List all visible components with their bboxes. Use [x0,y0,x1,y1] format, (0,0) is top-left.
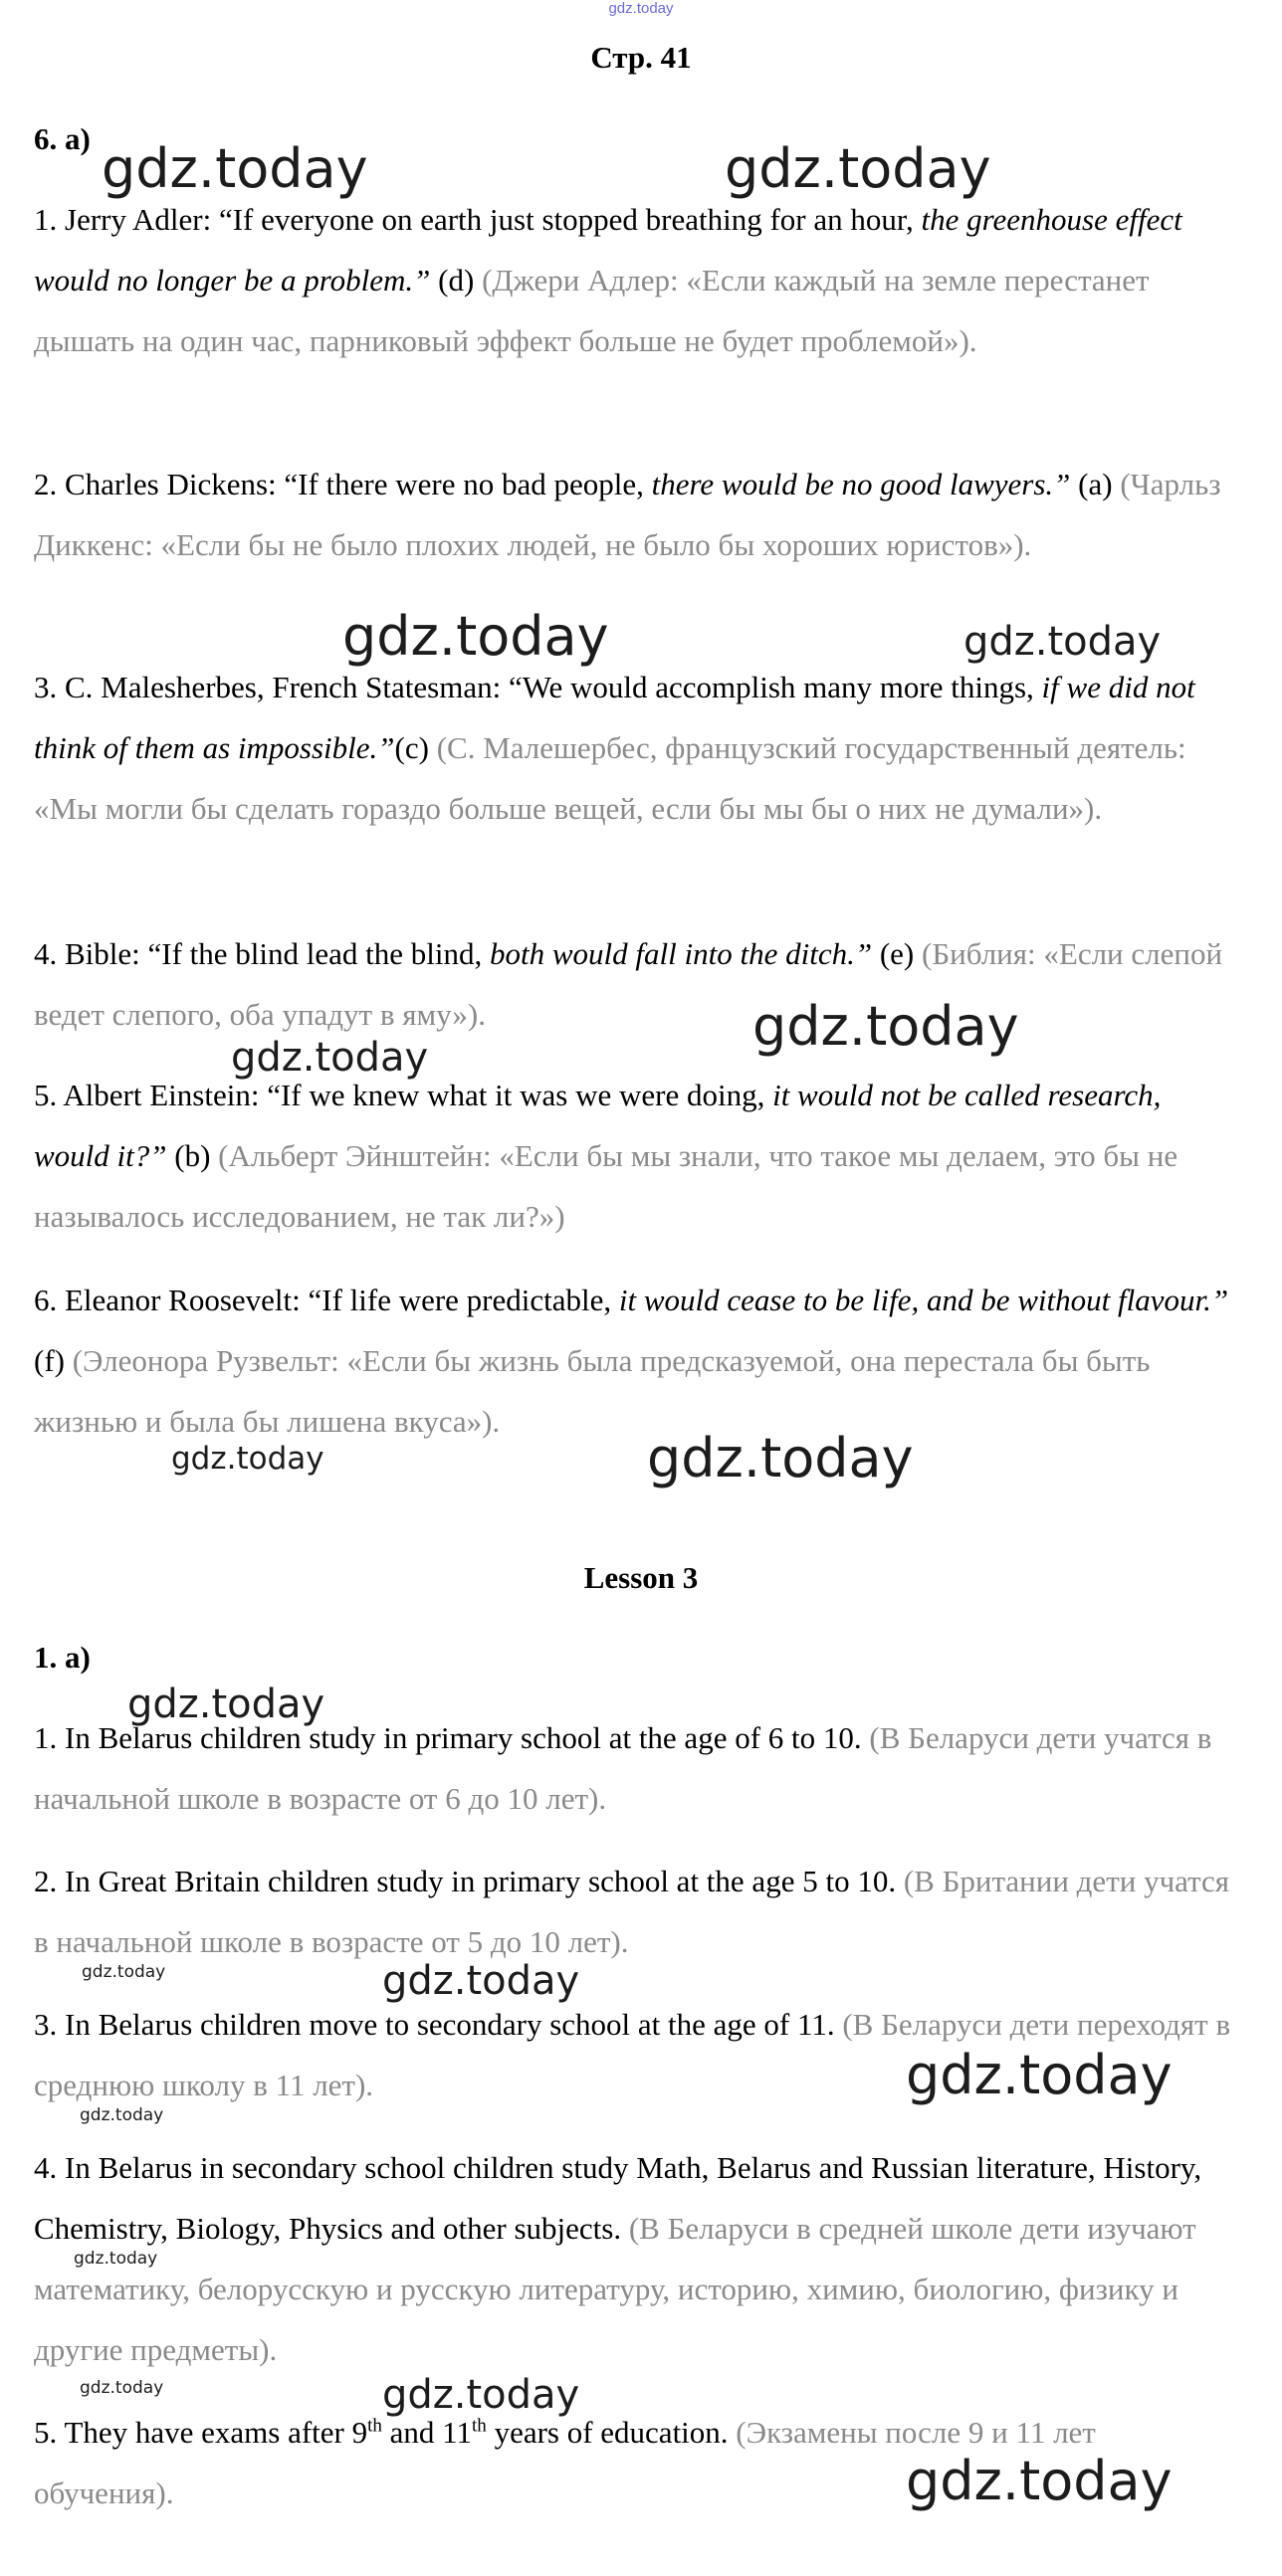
answer-item [34,1851,1243,1972]
watermark: gdz.today [342,605,609,668]
watermark: gdz.today [906,2044,1173,2106]
watermark: gdz.today [80,2378,164,2398]
answer-letter: (d) [430,263,483,297]
watermark: gdz.today [127,1682,325,1727]
translation-text: (В Британии дети учатся в начальной школе в возрасте от 5 до 10 лет). [34,1864,1230,1959]
english-text: 3. C. Malesherbes, French Statesman: “We would accomplish many more things, [34,670,1042,704]
english-text: years of education. [486,2415,737,2450]
watermark: gdz.today [171,1441,324,1477]
english-text: 2. Charles Dickens: “If there were no bad people, [34,467,652,501]
watermark: gdz.today [80,2105,164,2125]
english-text: 1. Jerry Adler: “If everyone on earth just stopped breathing for an hour, [34,202,922,237]
answer-letter: (f) [34,1343,73,1378]
answer-item [34,1994,1243,2115]
lesson-heading: Lesson 3 [583,1560,699,1595]
watermark: gdz.today [82,1962,166,1982]
translation-text: (В Беларуси дети переходят в среднюю школу в 11 лет). [34,2007,1231,2102]
answer-letter: (e) [872,936,922,971]
english-text: 6. Eleanor Roosevelt: “If life were predictable, [34,1283,619,1317]
answer-item [34,1707,1243,1829]
watermark: gdz.today [74,2249,158,2269]
top-watermark: gdz.today [608,0,674,17]
watermark: gdz.today [382,1958,580,2004]
answer-item [34,189,1243,371]
watermark: gdz.today [752,995,1019,1058]
answer-item [34,923,1243,1045]
translation-text: (В Беларуси в средней школе дети изучают математику, белорусскую и русскую литературу, историю, химию, биологию, физику и другие предметы). [34,2211,1196,2367]
watermark: gdz.today [102,137,368,200]
watermark: gdz.today [906,2450,1173,2512]
ordinal-suffix: th [472,2415,487,2437]
answer-item [34,1065,1243,1247]
english-text: and 11 [381,2415,473,2450]
translation-text: (Альберт Эйнштейн: «Если бы мы знали, что такое мы делаем, это бы не называлось исследованием, не так ли?») [34,1138,1178,1234]
watermark: gdz.today [382,2372,580,2418]
answer-item [34,1270,1243,1452]
watermark: gdz.today [725,137,991,200]
translation-text: (Экзамены после 9 и 11 лет обучения). [34,2415,1096,2510]
english-text: 5. They have exams after 9 [34,2415,368,2450]
answer-letter: (a) [1070,467,1121,501]
watermark: gdz.today [647,1427,914,1489]
watermark: gdz.today [963,619,1162,665]
english-text: 4. In Belarus in secondary school children study Math, Belarus and Russian literature, History, Chemistry, Biology, Physics and other subjects. [34,2150,1202,2246]
translation-text: (Джери Адлер: «Если каждый на земле перестанет дышать на один час, парниковый эффект больше не будет проблемой»). [34,263,1150,358]
task-label: 6. a) [34,121,91,156]
english-text: 3. In Belarus children move to secondary school at the age of 11. [34,2007,843,2042]
answer-letter: (c) [394,730,437,765]
translation-text: (С. Малешербес, французский государственный деятель: «Мы могли бы сделать гораздо больше вещей, если бы мы бы о них не думали»). [34,730,1186,826]
ordinal-suffix: th [367,2415,382,2437]
english-text: 1. In Belarus children study in primary school at the age of 6 to 10. [34,1720,870,1755]
translation-text: (Библия: «Если слепой ведет слепого, оба упадут в яму»). [34,936,1223,1032]
italic-text: if we did not think of them as impossible.” [34,670,1195,765]
translation-text: (Чарльз Диккенс: «Если бы не было плохих людей, не было бы хороших юристов»). [34,467,1221,562]
answer-letter: (b) [166,1138,219,1173]
translation-text: (В Беларуси дети учатся в начальной школе в возрасте от 6 до 10 лет). [34,1720,1212,1816]
answer-item [34,454,1243,575]
english-text: 2. In Great Britain children study in primary school at the age 5 to 10. [34,1864,904,1898]
task-label: 1. a) [34,1640,91,1675]
italic-text: there would be no good lawyers.” [651,467,1071,501]
answer-item [34,657,1243,839]
answer-item [34,2402,1243,2523]
italic-text: it would not be called research, would it?” [34,1078,1162,1173]
translation-text: (Элеонора Рузвельт: «Если бы жизнь была предсказуемой, она перестала бы быть жизнью и была бы лишена вкуса»). [34,1343,1151,1439]
english-text: 5. Albert Einstein: “If we knew what it was we were doing, [34,1078,773,1112]
watermark: gdz.today [231,1035,429,1081]
page-heading: Стр. 41 [590,40,692,75]
answer-item [34,2137,1243,2380]
italic-text: both would fall into the ditch.” [490,936,873,971]
english-text: 4. Bible: “If the blind lead the blind, [34,936,491,971]
italic-text: the greenhouse effect would no longer be a problem.” [34,202,1182,297]
italic-text: it would cease to be life, and be without flavour.” [618,1283,1229,1317]
